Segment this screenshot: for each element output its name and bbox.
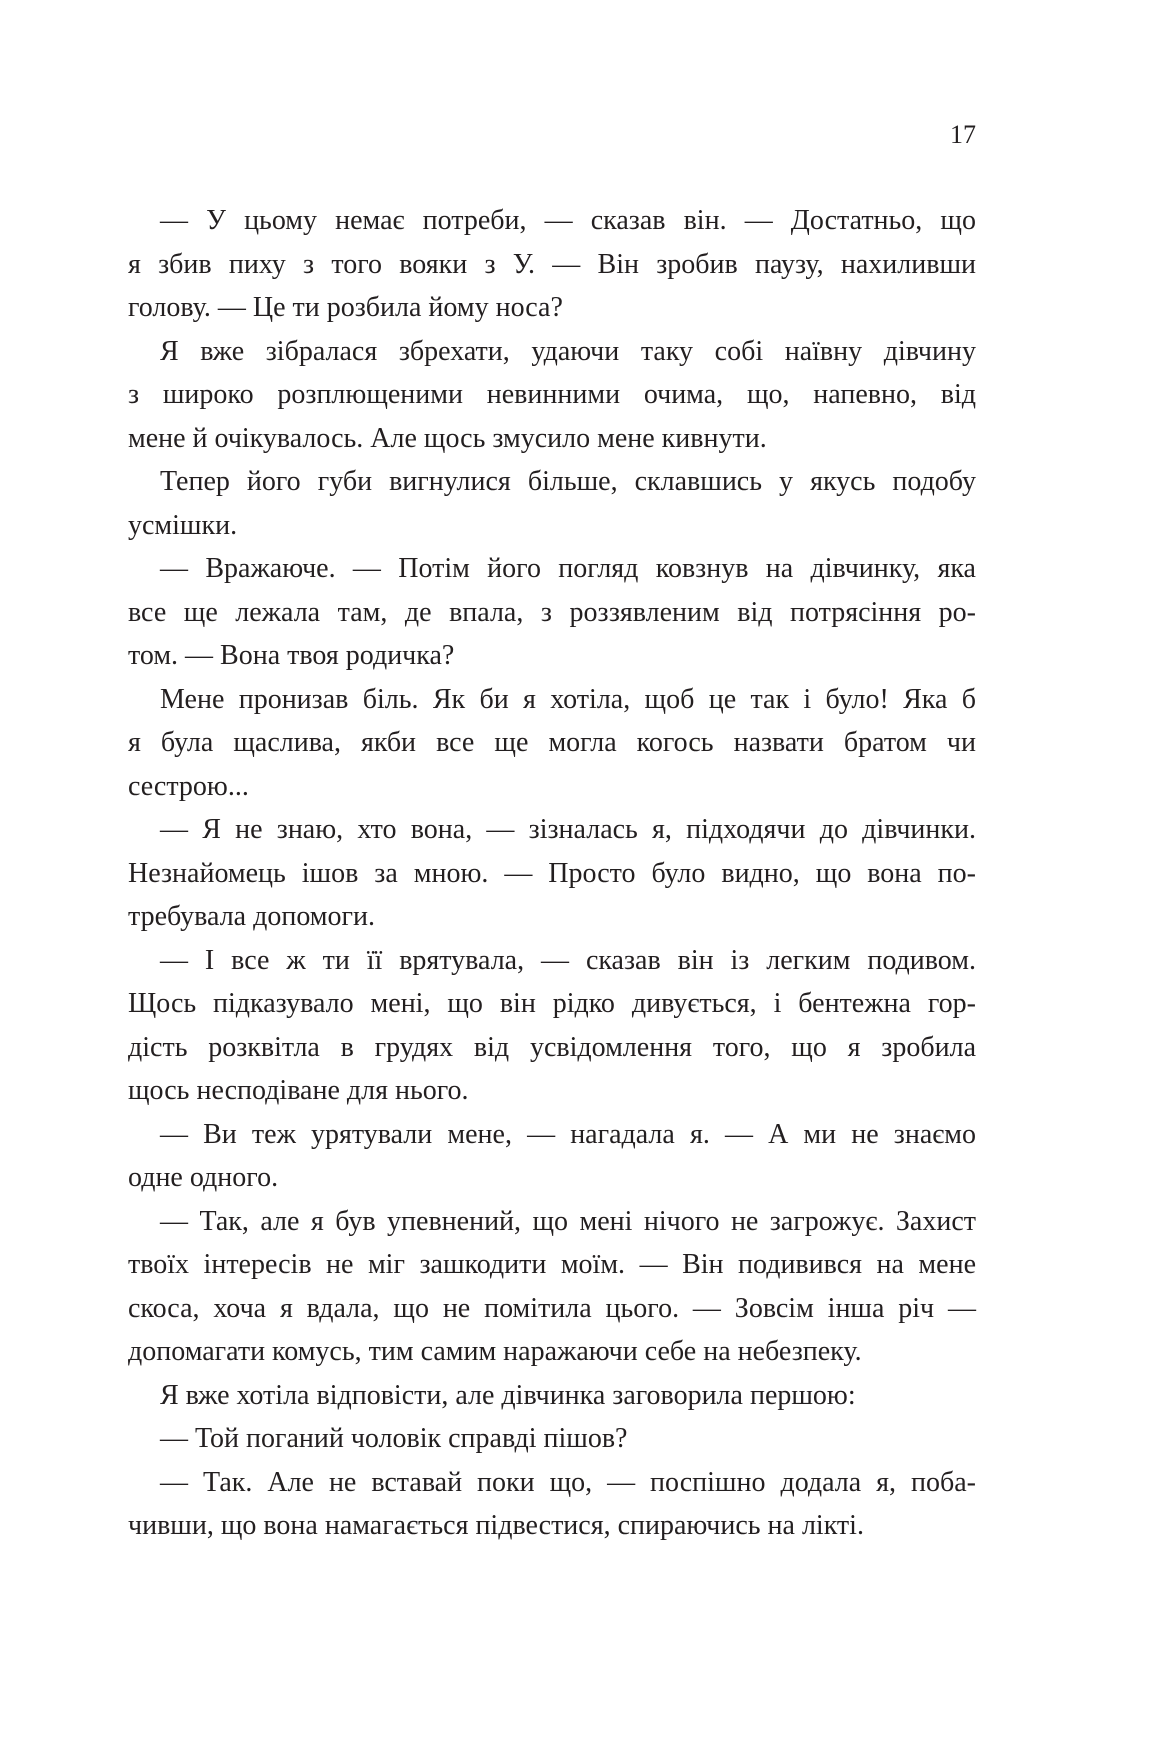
paragraph — [128, 1374, 976, 1418]
paragraph — [128, 939, 976, 1113]
text-line: дість розквітла в грудях від усвідомлення того, що я зробила — [128, 1031, 976, 1063]
text-line: я збив пиху з того вояки з У. — Він зробив паузу, нахиливши — [128, 248, 976, 280]
paragraph — [128, 808, 976, 939]
text-line: — У цьому немає потреби, — сказав він. — Достатньо, що — [160, 205, 976, 236]
text-line: голову. — Це ти розбила йому носа? — [128, 292, 563, 323]
text-line: — І все ж ти її врятувала, — сказав він із легким подивом. — [160, 944, 976, 976]
text-line: скоса, хоча я вдала, що не помітила цього. — Зовсім інша річ — — [128, 1292, 976, 1324]
text-line: — Так, але я був упевнений, що мені нічого не загрожує. Захист — [160, 1205, 976, 1237]
text-line: твоїх інтересів не міг зашкодити моїм. — Він подивився на мене — [128, 1249, 976, 1280]
text-line: том. — Вона твоя родичка? — [128, 640, 455, 671]
text-line: чивши, що вона намагається підвестися, спираючись на лікті. — [128, 1510, 864, 1541]
paragraph — [128, 1200, 976, 1374]
text-line: Мене пронизав біль. Як би я хотіла, щоб це так і було! Яка б — [160, 683, 976, 715]
text-line: Незнайомець ішов за мною. — Просто було видно, що вона по- — [128, 857, 976, 889]
text-line: Тепер його губи вигнулися більше, склавшись у якусь подобу — [160, 466, 976, 497]
text-line: требувала допомоги. — [128, 901, 375, 932]
paragraph — [128, 1417, 976, 1461]
text-line: щось несподіване для нього. — [128, 1075, 469, 1106]
text-line: — Вражаюче. — Потім його погляд ковзнув на дівчинку, яка — [160, 553, 976, 584]
text-line: — Я не знаю, хто вона, — зізналась я, підходячи до дівчинки. — [160, 814, 976, 845]
text-line: усмішки. — [128, 509, 238, 541]
text-line: одне одного. — [128, 1162, 279, 1193]
body-text — [128, 199, 976, 1548]
paragraph — [128, 460, 976, 547]
text-line: я була щаслива, якби все ще могла когось назвати братом чи — [128, 727, 976, 758]
paragraph — [128, 547, 976, 678]
text-line: все ще лежала там, де впала, з роззявленим від потрясіння ро- — [128, 596, 976, 628]
paragraph — [128, 199, 976, 330]
text-line: — Той поганий чоловік справді пішов? — [160, 1423, 628, 1454]
text-line: — Ви теж урятували мене, — нагадала я. — А ми не знаємо — [160, 1118, 976, 1150]
text-line: допомагати комусь, тим самим наражаючи себе на небезпеку. — [128, 1336, 862, 1367]
text-line: Щось підказувало мені, що він рідко дивується, і бентежна гор- — [128, 988, 976, 1019]
paragraph — [128, 678, 976, 809]
text-line: Я вже зібралася збрехати, удаючи таку собі наївну дівчину — [160, 335, 976, 367]
text-line: Я вже хотіла відповісти, але дівчинка заговорила першою: — [160, 1379, 856, 1411]
page-number: 17 — [950, 120, 976, 149]
text-line: мене й очікувалось. Але щось змусило мене кивнути. — [128, 422, 767, 454]
paragraph — [128, 1113, 976, 1200]
text-line: сестрою... — [128, 770, 249, 802]
paragraph — [128, 1461, 976, 1548]
text-line: — Так. Але не вставай поки що, — поспішно додала я, поба- — [160, 1466, 976, 1498]
paragraph — [128, 330, 976, 461]
text-line: з широко розплющеними невинними очима, що, напевно, від — [128, 379, 976, 410]
